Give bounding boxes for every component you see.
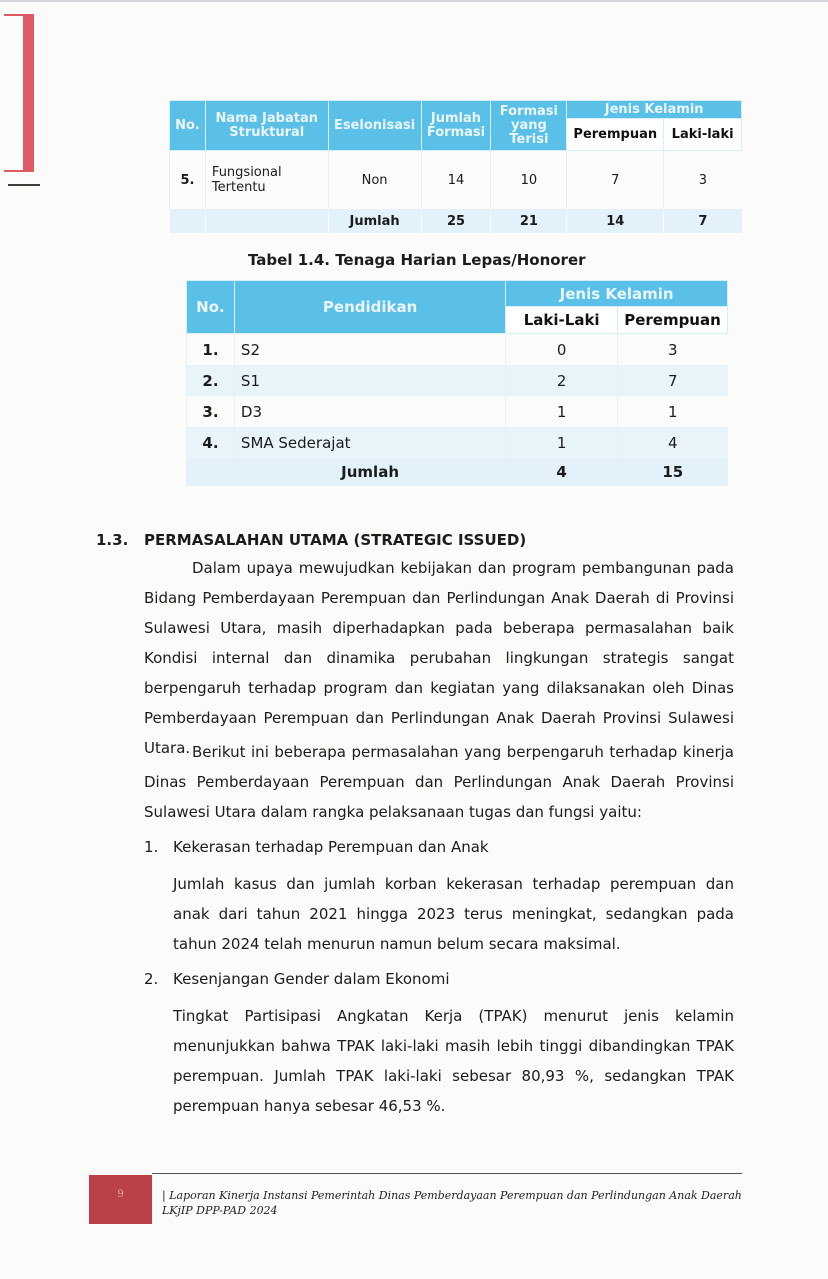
cell-jumlah-formasi: 14 xyxy=(421,151,491,210)
page-number-box xyxy=(89,1175,152,1224)
total-perempuan: 14 xyxy=(567,209,664,233)
col-nama-jabatan: Nama Jabatan Struktural xyxy=(205,101,328,151)
col-jumlah-formasi: Jumlah Formasi xyxy=(421,101,491,151)
cell-no: 4. xyxy=(187,427,235,458)
cell-pendidikan: S1 xyxy=(234,365,505,396)
cell-no: 3. xyxy=(187,396,235,427)
col-pendidikan: Pendidikan xyxy=(234,281,505,334)
cell-formasi-terisi: 10 xyxy=(491,151,567,210)
table-struktural xyxy=(169,100,742,233)
page-number: 9 xyxy=(117,1189,124,1200)
col-eselonisasi: Eselonisasi xyxy=(328,101,421,151)
table-honorer xyxy=(186,280,728,486)
total-label: Jumlah xyxy=(328,209,421,233)
total-laki: 4 xyxy=(506,458,618,486)
cell-laki: 1 xyxy=(506,427,618,458)
col-jenis-kelamin: Jenis Kelamin xyxy=(506,281,728,307)
col-jenis-kelamin: Jenis Kelamin xyxy=(567,101,742,119)
footer-rule xyxy=(152,1173,742,1174)
cell-pendidikan: D3 xyxy=(234,396,505,427)
table-row xyxy=(170,151,742,210)
list-item-title: 2. Kesenjangan Gender dalam Ekonomi xyxy=(144,970,450,988)
table-row xyxy=(187,365,728,396)
list-item-title: 1. Kekerasan terhadap Perempuan dan Anak xyxy=(144,838,489,856)
cell-laki: 2 xyxy=(506,365,618,396)
section-heading xyxy=(96,531,526,549)
paragraph-1: Dalam upaya mewujudkan kebijakan dan program pembangunan pada Bidang Pemberdayaan Perempuan dan Perlindungan Anak Daerah di Provinsi Sulawesi Utara, masih diperhadapkan pada beberapa permasalahan baik Kondisi internal dan dinamika perubahan lingkungan strategis sangat berpengaruh terhadap program dan kegiatan yang dilaksanakan oleh Dinas Pemberdayaan Perempuan dan Perlindungan Anak Daerah Provinsi Sulawesi Utara. xyxy=(144,559,734,757)
total-formasi-terisi: 21 xyxy=(491,209,567,233)
total-jumlah-formasi: 25 xyxy=(421,209,491,233)
cell-laki: 1 xyxy=(506,396,618,427)
cell-nama: Fungsional Tertentu xyxy=(205,151,328,210)
cell-perempuan: 7 xyxy=(567,151,664,210)
cell-no: 1. xyxy=(187,334,235,366)
table-caption: Tabel 1.4. Tenaga Harian Lepas/Honorer xyxy=(248,251,586,269)
margin-rule xyxy=(8,184,40,186)
col-no: No. xyxy=(170,101,206,151)
cell-perempuan: 3 xyxy=(618,334,728,366)
table-row xyxy=(187,334,728,366)
col-perempuan: Perempuan xyxy=(567,119,664,151)
section-title: PERMASALAHAN UTAMA (STRATEGIC ISSUED) xyxy=(144,531,527,549)
table-total-row xyxy=(187,458,728,486)
table-row xyxy=(187,396,728,427)
page-top-border xyxy=(0,0,828,2)
section-number: 1.3. xyxy=(96,531,129,549)
list-item-text: Tingkat Partisipasi Angkatan Kerja (TPAK) menurut jenis kelamin menunjukkan bahwa TPAK laki-laki masih lebih tinggi dibandingkan TPAK perempuan. Jumlah TPAK laki-laki sebesar 80,93 %, sedangkan TPAK perempuan hanya sebesar 46,53 %. xyxy=(173,1007,734,1115)
cell-no: 5. xyxy=(170,151,206,210)
cell-pendidikan: S2 xyxy=(234,334,505,366)
cell-perempuan: 4 xyxy=(618,427,728,458)
col-laki-laki: Laki-laki xyxy=(664,119,742,151)
cell-eselon: Non xyxy=(328,151,421,210)
table-total-row xyxy=(170,209,742,233)
cell-perempuan: 1 xyxy=(618,396,728,427)
list-item-text: Jumlah kasus dan jumlah korban kekerasan terhadap perempuan dan anak dari tahun 2021 hingga 2023 terus meningkat, sedangkan pada tahun 2024 telah menurun namun belum secara maksimal. xyxy=(173,875,734,953)
cell-no: 2. xyxy=(187,365,235,396)
col-no: No. xyxy=(187,281,235,334)
cell-laki: 0 xyxy=(506,334,618,366)
cell-perempuan: 7 xyxy=(618,365,728,396)
total-label: Jumlah xyxy=(234,458,505,486)
col-formasi-terisi: Formasi yang Terisi xyxy=(491,101,567,151)
cell-laki: 3 xyxy=(664,151,742,210)
table-row xyxy=(187,427,728,458)
total-laki: 7 xyxy=(664,209,742,233)
paragraph-2: Berikut ini beberapa permasalahan yang berpengaruh terhadap kinerja Dinas Pemberdayaan Perempuan dan Perlindungan Anak Daerah Provinsi Sulawesi Utara dalam rangka pelaksanaan tugas dan fungsi yaitu: xyxy=(144,743,734,821)
page-edge-marker xyxy=(4,14,34,172)
footer-text: | Laporan Kinerja Instansi Pemerintah Dinas Pemberdayaan Perempuan dan Perlindungan Anak Daerah LKjIP DPP-PAD 2024 xyxy=(162,1189,742,1217)
col-laki-laki: Laki-Laki xyxy=(506,307,618,334)
col-perempuan: Perempuan xyxy=(618,307,728,334)
cell-pendidikan: SMA Sederajat xyxy=(234,427,505,458)
total-perempuan: 15 xyxy=(618,458,728,486)
